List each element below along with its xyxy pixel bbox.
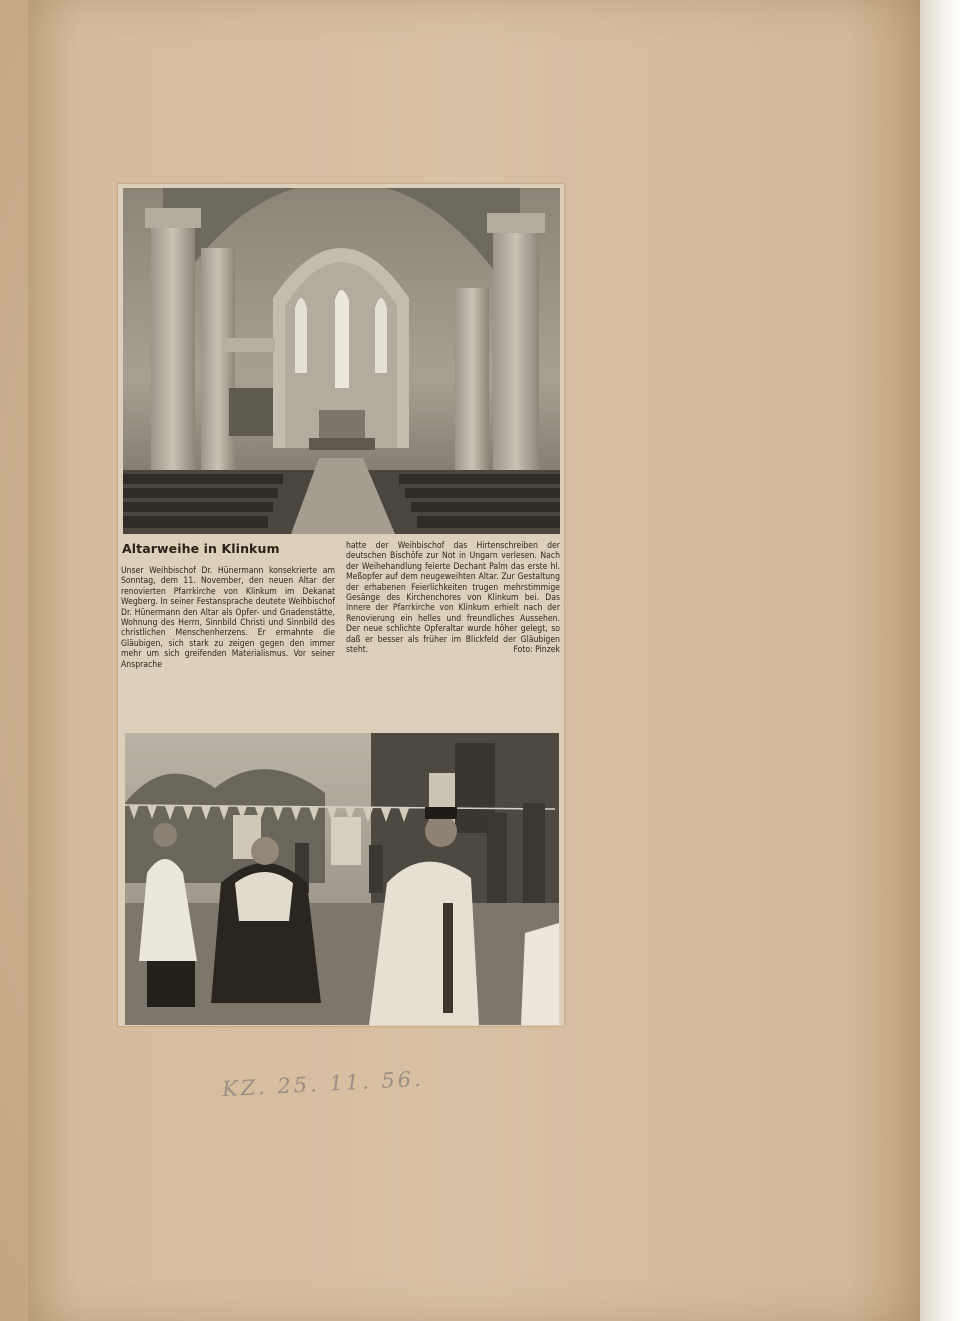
page-edge xyxy=(920,0,960,1321)
article-column-right xyxy=(346,541,560,655)
handwritten-date-note: KZ. 25. 11. 56. xyxy=(221,1066,425,1102)
article-body-right: hatte der Weihbischof das Hirtenschreiben der deutschen Bischöfe zur Not in Ungarn verlesen. Nach der Weihehandlung feierte Dechant Palm das erste hl. Meßopfer auf dem neugeweihten Altar. Zur Gestaltung der erhabenen Feierlichkeiten trugen mehrstimmige Gesänge des Kirchenchores von Klinkum bei. Das Innere der Pfarrkirche von Klinkum erhielt nach der Renovierung ein helles und freundliches Aussehen. Der neue schlichte Opferaltar wurde höher gelegt, so daß er besser als früher im Blickfeld der Gläubigen steht. xyxy=(346,541,560,656)
procession-photo xyxy=(125,733,559,1025)
newspaper-clipping xyxy=(118,184,564,1026)
article-headline: Altarweihe in Klinkum xyxy=(122,541,280,556)
photo-credit: Foto: Pinzek xyxy=(513,645,560,656)
article-body-left: Unser Weihbischof Dr. Hünermann konsekrierte am Sonntag, dem 11. November, den neuen Altar der renovierten Pfarrkirche von Klinkum im Dekanat Wegberg. In seiner Festansprache deutete Weihbischof Dr. Hünermann den Altar als Opfer- und Gnadenstätte, Wohnung des Herrn, Sinnbild Christi und Sinnbild des christlichen Menschenherzens. Er ermahnte die Gläubigen, sich stark zu zeigen gegen den immer mehr um sich greifenden Materialismus. Vor seiner Ansprache xyxy=(121,566,335,670)
article-column-left xyxy=(121,566,335,670)
church-interior-photo xyxy=(123,188,560,534)
